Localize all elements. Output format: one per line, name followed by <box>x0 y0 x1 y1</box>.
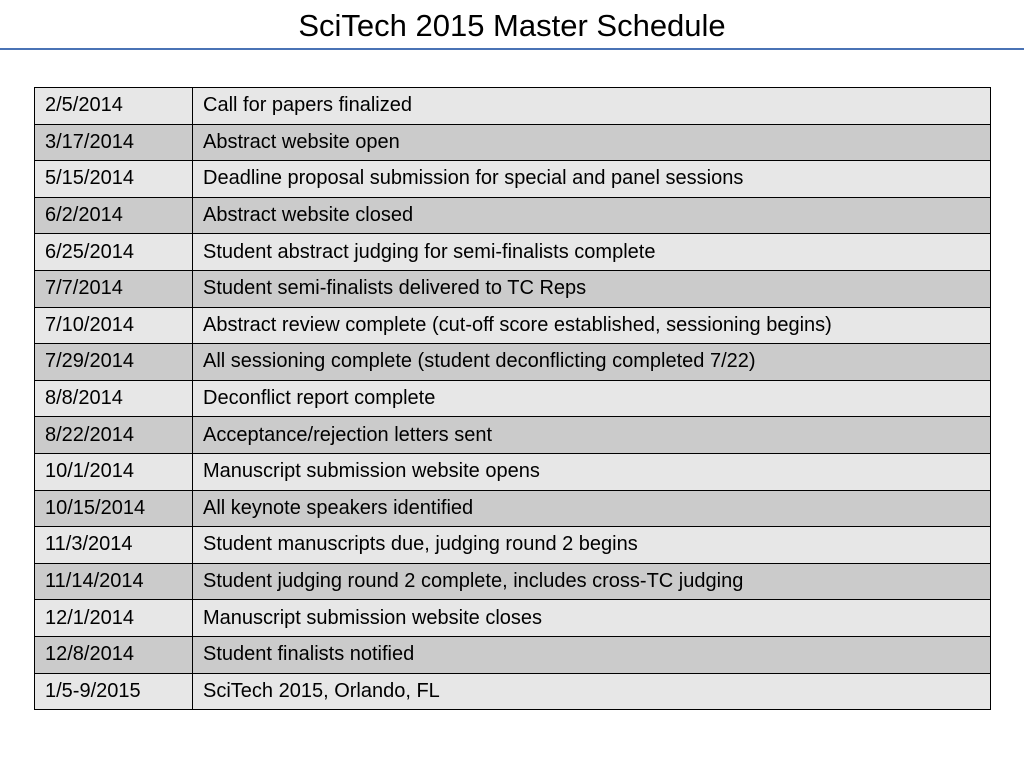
date-cell: 6/25/2014 <box>35 234 193 271</box>
schedule-table-body <box>35 88 991 710</box>
event-cell: Student abstract judging for semi-finalists complete <box>193 234 991 271</box>
table-row <box>35 234 991 271</box>
table-row <box>35 197 991 234</box>
table-row <box>35 417 991 454</box>
date-cell: 1/5-9/2015 <box>35 673 193 710</box>
date-cell: 6/2/2014 <box>35 197 193 234</box>
date-cell: 8/8/2014 <box>35 380 193 417</box>
table-row <box>35 124 991 161</box>
event-cell: Deadline proposal submission for special and panel sessions <box>193 161 991 198</box>
table-row <box>35 563 991 600</box>
schedule-table <box>34 87 991 710</box>
date-cell: 12/1/2014 <box>35 600 193 637</box>
table-row <box>35 673 991 710</box>
event-cell: Call for papers finalized <box>193 88 991 125</box>
date-cell: 2/5/2014 <box>35 88 193 125</box>
event-cell: Manuscript submission website opens <box>193 453 991 490</box>
date-cell: 7/29/2014 <box>35 344 193 381</box>
event-cell: Abstract review complete (cut-off score established, sessioning begins) <box>193 307 991 344</box>
event-cell: Student finalists notified <box>193 636 991 673</box>
table-row <box>35 161 991 198</box>
date-cell: 7/7/2014 <box>35 270 193 307</box>
table-row <box>35 453 991 490</box>
table-row <box>35 344 991 381</box>
date-cell: 10/1/2014 <box>35 453 193 490</box>
table-row <box>35 88 991 125</box>
table-row <box>35 600 991 637</box>
date-cell: 7/10/2014 <box>35 307 193 344</box>
table-row <box>35 636 991 673</box>
event-cell: Abstract website open <box>193 124 991 161</box>
table-row <box>35 307 991 344</box>
event-cell: Student semi-finalists delivered to TC Reps <box>193 270 991 307</box>
event-cell: Deconflict report complete <box>193 380 991 417</box>
title-divider <box>0 48 1024 50</box>
date-cell: 8/22/2014 <box>35 417 193 454</box>
date-cell: 5/15/2014 <box>35 161 193 198</box>
event-cell: Acceptance/rejection letters sent <box>193 417 991 454</box>
date-cell: 11/3/2014 <box>35 527 193 564</box>
date-cell: 10/15/2014 <box>35 490 193 527</box>
table-row <box>35 527 991 564</box>
page-title: SciTech 2015 Master Schedule <box>298 8 726 43</box>
event-cell: Abstract website closed <box>193 197 991 234</box>
event-cell: All sessioning complete (student deconflicting completed 7/22) <box>193 344 991 381</box>
date-cell: 12/8/2014 <box>35 636 193 673</box>
date-cell: 3/17/2014 <box>35 124 193 161</box>
event-cell: Student judging round 2 complete, includes cross-TC judging <box>193 563 991 600</box>
event-cell: Manuscript submission website closes <box>193 600 991 637</box>
date-cell: 11/14/2014 <box>35 563 193 600</box>
table-row <box>35 270 991 307</box>
table-row <box>35 490 991 527</box>
event-cell: All keynote speakers identified <box>193 490 991 527</box>
event-cell: SciTech 2015, Orlando, FL <box>193 673 991 710</box>
event-cell: Student manuscripts due, judging round 2 begins <box>193 527 991 564</box>
table-row <box>35 380 991 417</box>
